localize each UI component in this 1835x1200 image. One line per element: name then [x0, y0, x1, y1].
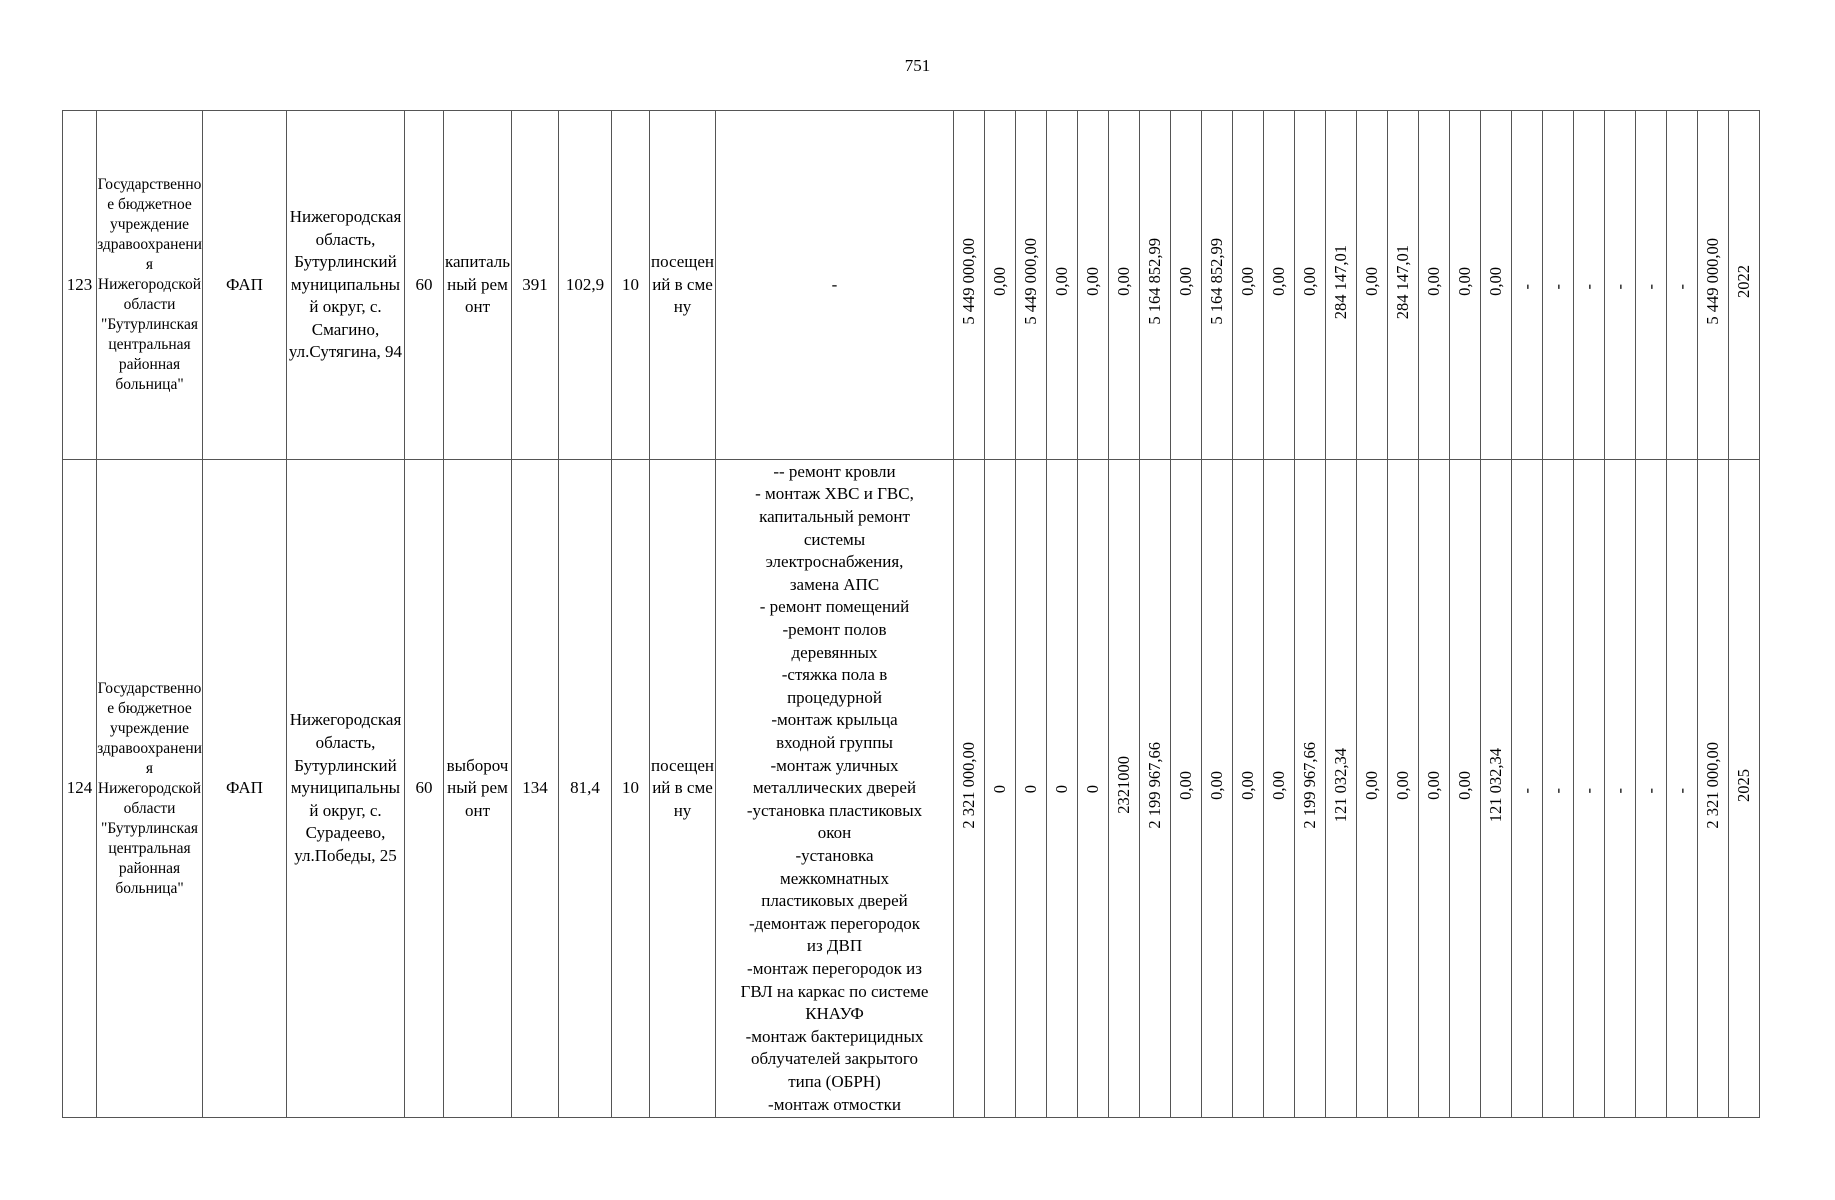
- amount-cell: [1388, 111, 1419, 460]
- amount-value: 0,00: [1052, 267, 1071, 297]
- amount-value: 0: [990, 784, 1009, 794]
- amount-value: 0,00: [1114, 267, 1133, 297]
- work-description: [716, 111, 954, 460]
- amount-cell: [1140, 111, 1171, 460]
- amount-cell: [1264, 111, 1295, 460]
- amount-cell: [1047, 460, 1078, 1118]
- amount-value: 2321000: [1114, 756, 1133, 815]
- work-description-line: -монтаж уличных: [770, 755, 899, 775]
- amount-cell: [1357, 460, 1388, 1118]
- amount-value: 2 199 967,66: [1145, 741, 1164, 829]
- amount-cell: [1636, 111, 1667, 460]
- amount-cell: [1078, 111, 1109, 460]
- amount-cell: [1450, 111, 1481, 460]
- amount-value: 0: [1021, 784, 1040, 794]
- amount-value: 0,00: [1362, 770, 1381, 800]
- amount-value: -: [1517, 787, 1536, 794]
- amount-cell: [1481, 460, 1512, 1118]
- amount-cell: [1667, 460, 1698, 1118]
- row-number: 123: [63, 111, 97, 460]
- table-body: [63, 111, 1760, 1118]
- work-description-line: входной группы: [776, 733, 893, 753]
- amount-value: -: [1672, 284, 1691, 290]
- table-row: [63, 460, 1760, 1118]
- amount-cell: [1078, 460, 1109, 1118]
- amount-cell: [1388, 460, 1419, 1118]
- column-a-value: 60: [405, 460, 444, 1118]
- amount-cell: [1419, 111, 1450, 460]
- work-description-line: -- ремонт кровли: [773, 461, 896, 481]
- work-description-line: межкомнатных: [779, 868, 890, 888]
- amount-cell: [985, 460, 1016, 1118]
- capital-repair-table: [62, 110, 1760, 1118]
- facility-type: ФАП: [203, 111, 287, 460]
- amount-cell: [1698, 460, 1729, 1118]
- amount-value: 5 449 000,00: [1021, 238, 1040, 326]
- amount-value: 0,00: [1455, 770, 1474, 800]
- amount-cell: [1543, 111, 1574, 460]
- amount-value: 2022: [1734, 265, 1753, 299]
- amount-value: 5 449 000,00: [1703, 238, 1722, 326]
- amount-value: -: [1610, 787, 1629, 794]
- work-description: [716, 460, 954, 1118]
- work-description-line: -: [831, 274, 838, 294]
- amount-cell: [1729, 460, 1760, 1118]
- work-description-line: электроснабжения,: [765, 552, 904, 572]
- amount-value: 0: [1083, 784, 1102, 794]
- amount-cell: [1140, 460, 1171, 1118]
- work-description-line: капитальный ремонт: [759, 507, 910, 527]
- work-description-line: системы: [803, 529, 866, 549]
- capacity-unit: посещений в смену: [650, 111, 716, 460]
- amount-cell: [1233, 111, 1264, 460]
- amount-cell: [1698, 111, 1729, 460]
- amount-cell: [1419, 460, 1450, 1118]
- work-description-line: -монтаж перегородок из: [747, 958, 922, 978]
- amount-cell: [1171, 460, 1202, 1118]
- row-number: 124: [63, 460, 97, 1118]
- amount-value: 0,00: [990, 267, 1009, 297]
- facility-area: 102,9: [559, 111, 612, 460]
- work-description-line: - ремонт помещений: [759, 597, 910, 617]
- work-type: выборочный ремонт: [444, 460, 512, 1118]
- organization-name: Государственное бюджетное учреждение здравоохранения Нижегородской области "Бутурлинская центральная районная больница": [97, 460, 203, 1118]
- amount-value: 0: [1052, 784, 1071, 794]
- amount-value: -: [1641, 787, 1660, 794]
- amount-value: 0,00: [1393, 770, 1412, 800]
- work-description-line: -монтаж бактерицидных: [745, 1026, 924, 1046]
- amount-cell: [1233, 460, 1264, 1118]
- amount-value: 121 032,34: [1486, 748, 1505, 823]
- amount-value: 2025: [1734, 768, 1753, 802]
- work-description-line: - монтаж ХВС и ГВС,: [755, 484, 914, 504]
- amount-cell: [1047, 111, 1078, 460]
- amount-value: 0,00: [1176, 770, 1195, 800]
- work-description-line: облучателей закрытого: [751, 1049, 918, 1069]
- amount-value: 2 321 000,00: [959, 741, 978, 829]
- amount-value: -: [1548, 284, 1567, 290]
- work-description-line: металлических дверей: [752, 778, 917, 798]
- amount-cell: [1326, 460, 1357, 1118]
- amount-value: 0,00: [1424, 770, 1443, 800]
- amount-cell: [1729, 111, 1760, 460]
- amount-cell: [1636, 460, 1667, 1118]
- amount-cell: [1295, 460, 1326, 1118]
- amount-value: 0,00: [1269, 267, 1288, 297]
- amount-value: 121 032,34: [1331, 748, 1350, 823]
- work-description-line: замена АПС: [789, 574, 880, 594]
- amount-value: 0,00: [1238, 267, 1257, 297]
- work-description-line: процедурной: [787, 687, 882, 707]
- amount-cell: [1574, 111, 1605, 460]
- amount-value: -: [1641, 284, 1660, 290]
- facility-type: ФАП: [203, 460, 287, 1118]
- amount-value: 0,00: [1362, 267, 1381, 297]
- work-description-line: деревянных: [791, 642, 878, 662]
- amount-cell: [1605, 460, 1636, 1118]
- amount-cell: [1543, 460, 1574, 1118]
- amount-value: 0,00: [1083, 267, 1102, 297]
- amount-cell: [1202, 111, 1233, 460]
- amount-value: 5 164 852,99: [1145, 238, 1164, 326]
- capacity-unit: посещений в смену: [650, 460, 716, 1118]
- work-description-line: -монтаж крыльца: [771, 710, 898, 730]
- amount-value: -: [1579, 787, 1598, 794]
- amount-value: 0,00: [1207, 770, 1226, 800]
- amount-cell: [1109, 111, 1140, 460]
- column-c-value: 10: [612, 111, 650, 460]
- amount-value: -: [1672, 787, 1691, 794]
- work-description-line: -демонтаж перегородок: [748, 913, 921, 933]
- facility-address: Нижегородская область, Бутурлинский муниципальный округ, с. Смагино, ул.Сутягина, 94: [287, 111, 405, 460]
- work-description-line: -установка пластиковых: [746, 800, 923, 820]
- page-number: 751: [904, 56, 931, 75]
- amount-value: 2 199 967,66: [1300, 741, 1319, 829]
- table-row: [63, 111, 1760, 460]
- amount-cell: [954, 111, 985, 460]
- column-a-value: 60: [405, 111, 444, 460]
- column-c-value: 10: [612, 460, 650, 1118]
- work-description-line: типа (ОБРН): [788, 1071, 881, 1091]
- amount-value: -: [1548, 787, 1567, 794]
- work-description-line: ГВЛ на каркас по системе: [740, 981, 929, 1001]
- work-description-line: из ДВП: [806, 936, 863, 956]
- amount-cell: [1481, 111, 1512, 460]
- amount-cell: [1202, 460, 1233, 1118]
- amount-cell: [1450, 460, 1481, 1118]
- amount-value: -: [1610, 284, 1629, 290]
- amount-value: 0,00: [1269, 770, 1288, 800]
- amount-value: 0,00: [1238, 770, 1257, 800]
- amount-value: 0,00: [1176, 267, 1195, 297]
- work-description-line: пластиковых дверей: [761, 891, 908, 911]
- work-description-line: -монтаж отмостки: [768, 1094, 901, 1114]
- amount-value: 284 147,01: [1393, 244, 1412, 319]
- amount-value: 5 449 000,00: [959, 238, 978, 326]
- amount-cell: [1171, 111, 1202, 460]
- amount-cell: [1667, 111, 1698, 460]
- amount-value: 5 164 852,99: [1207, 238, 1226, 326]
- work-description-line: КНАУФ: [805, 1004, 864, 1024]
- amount-cell: [1016, 111, 1047, 460]
- amount-cell: [1512, 460, 1543, 1118]
- work-description-line: -установка: [795, 845, 874, 865]
- amount-cell: [1109, 460, 1140, 1118]
- amount-value: 2 321 000,00: [1703, 741, 1722, 829]
- amount-cell: [985, 111, 1016, 460]
- amount-cell: [1512, 111, 1543, 460]
- work-type: капитальный ремонт: [444, 111, 512, 460]
- work-description-line: -стяжка пола в: [781, 665, 888, 685]
- column-b-value: 134: [512, 460, 559, 1118]
- amount-cell: [1264, 460, 1295, 1118]
- column-b-value: 391: [512, 111, 559, 460]
- amount-cell: [954, 460, 985, 1118]
- amount-cell: [1357, 111, 1388, 460]
- work-description-line: окон: [817, 823, 852, 843]
- amount-cell: [1295, 111, 1326, 460]
- amount-value: -: [1517, 284, 1536, 290]
- amount-cell: [1326, 111, 1357, 460]
- organization-name: Государственное бюджетное учреждение здравоохранения Нижегородской области "Бутурлинская центральная районная больница": [97, 111, 203, 460]
- amount-value: 0,00: [1300, 267, 1319, 297]
- amount-cell: [1605, 111, 1636, 460]
- amount-value: 0,00: [1455, 267, 1474, 297]
- amount-value: 0,00: [1424, 267, 1443, 297]
- work-description-line: -ремонт полов: [782, 620, 887, 640]
- amount-value: 284 147,01: [1331, 244, 1350, 319]
- amount-value: -: [1579, 284, 1598, 290]
- amount-value: 0,00: [1486, 267, 1505, 297]
- facility-address: Нижегородская область, Бутурлинский муниципальный округ, с. Сурадеево, ул.Победы, 25: [287, 460, 405, 1118]
- amount-cell: [1574, 460, 1605, 1118]
- amount-cell: [1016, 460, 1047, 1118]
- facility-area: 81,4: [559, 460, 612, 1118]
